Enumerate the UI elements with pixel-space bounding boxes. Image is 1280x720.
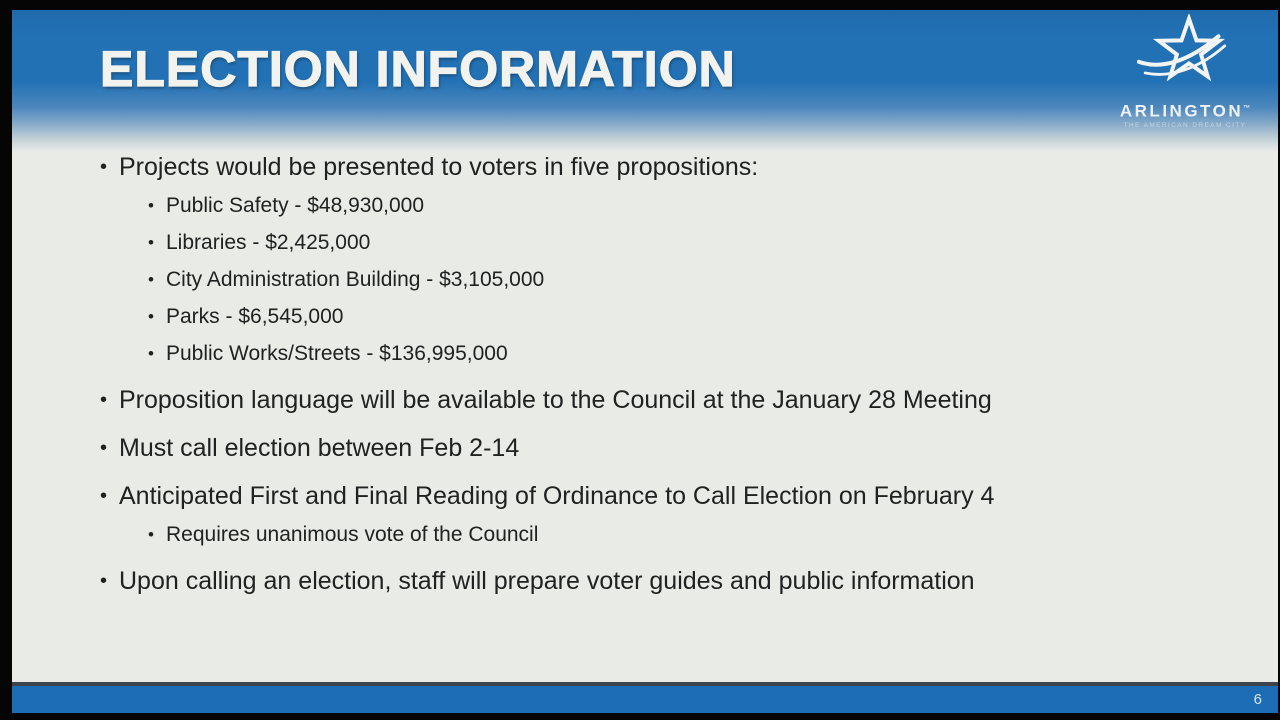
- bullet-item: [12, 228, 1272, 258]
- bullet-item: [12, 383, 1272, 417]
- logo-tagline: THE AMERICAN DREAM CITY: [1123, 121, 1247, 129]
- bullet-item: [12, 479, 1272, 513]
- footer-bar: [12, 686, 1278, 713]
- bullet-text: Parks - $6,545,000: [166, 305, 344, 328]
- bullet-dot-icon: •: [148, 525, 154, 544]
- bullet-item: [12, 431, 1272, 465]
- slide-title: ELECTION INFORMATION: [100, 41, 736, 97]
- bullet-dot-icon: •: [148, 270, 154, 289]
- bullet-text: Public Works/Streets - $136,995,000: [166, 342, 508, 365]
- bullet-text: City Administration Building - $3,105,000: [166, 268, 545, 291]
- presentation-slide: [12, 10, 1278, 713]
- bullet-item: [12, 302, 1272, 332]
- bullet-text: Upon calling an election, staff will prepare voter guides and public information: [119, 567, 975, 595]
- bullet-text: Must call election between Feb 2-14: [119, 434, 520, 462]
- city-logo: [1110, 12, 1260, 137]
- bullet-dot-icon: •: [100, 437, 108, 459]
- bullet-dot-icon: •: [100, 485, 108, 507]
- bullet-item: [12, 339, 1272, 369]
- bullet-dot-icon: •: [148, 196, 154, 215]
- bullet-text: Libraries - $2,425,000: [166, 231, 371, 254]
- bullet-text: Projects would be presented to voters in five propositions:: [119, 153, 759, 181]
- bullet-text: Anticipated First and Final Reading of Ordinance to Call Election on February 4: [119, 482, 995, 510]
- arlington-star-icon: [1137, 14, 1233, 100]
- bullet-item: [12, 191, 1272, 221]
- bullet-text: Proposition language will be available to the Council at the January 28 Meeting: [119, 386, 992, 414]
- bullet-dot-icon: •: [100, 156, 108, 178]
- slide-header-band: [12, 10, 1278, 152]
- bullet-dot-icon: •: [148, 344, 154, 363]
- logo-trademark: ™: [1243, 105, 1251, 112]
- bullet-list: [12, 150, 1272, 598]
- page-number: 6: [1253, 691, 1262, 708]
- logo-name-text: ARLINGTON: [1119, 101, 1244, 121]
- bullet-dot-icon: •: [100, 389, 108, 411]
- bullet-dot-icon: •: [100, 570, 108, 592]
- bullet-text: Public Safety - $48,930,000: [166, 194, 425, 217]
- bullet-dot-icon: •: [148, 307, 154, 326]
- bullet-dot-icon: •: [148, 233, 154, 252]
- bullet-item: [12, 520, 1272, 550]
- logo-wordmark: [1110, 100, 1260, 121]
- bullet-item: [12, 150, 1272, 184]
- bullet-item: [12, 265, 1272, 295]
- bullet-item: [12, 564, 1272, 598]
- bullet-text: Requires unanimous vote of the Council: [166, 523, 539, 546]
